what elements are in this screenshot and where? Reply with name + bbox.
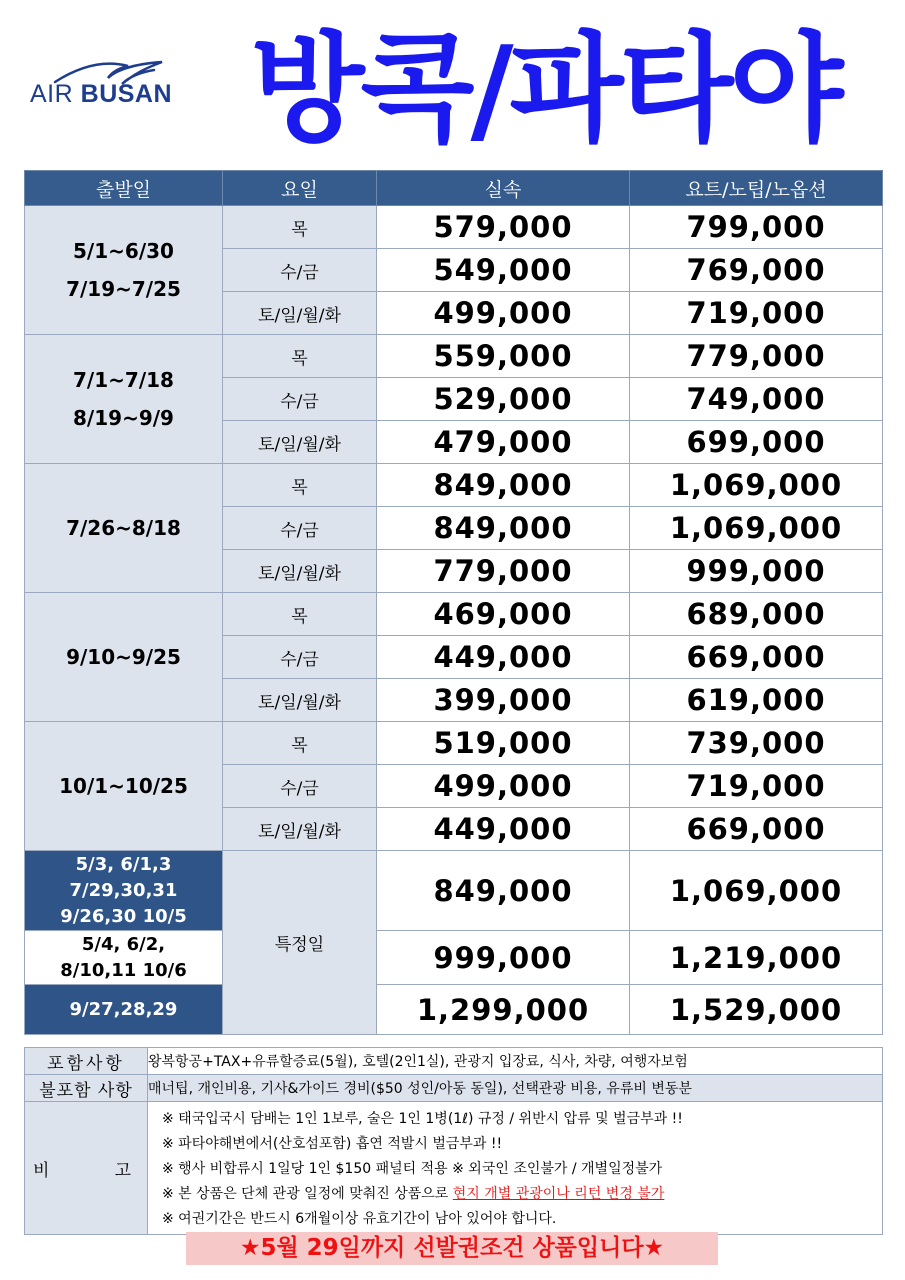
logo-brand-bold: BUSAN [80, 80, 173, 108]
weekday-cell: 토/일/월/화 [223, 808, 377, 851]
special-dates-cell [25, 931, 223, 985]
special-dates-cell [25, 985, 223, 1035]
remark-text: ※ 본 상품은 단체 관광 일정에 맞춰진 상품으로 [162, 1185, 453, 1202]
departure-date: 7/1~7/18 [73, 368, 174, 392]
special-date: 9/26,30 10/5 [60, 905, 187, 927]
excluded-row [25, 1075, 883, 1102]
airline-logo [30, 52, 173, 112]
remark-item: ※ 태국입국시 담배는 1인 1보루, 술은 1인 1병(1ℓ) 규정 / 위반시 압류 및 벌금부과 !! [162, 1110, 683, 1127]
premium-price-cell: 739,000 [630, 722, 883, 765]
basic-price-cell: 469,000 [377, 593, 630, 636]
departure-dates-cell [25, 464, 223, 593]
premium-price-cell: 719,000 [630, 765, 883, 808]
basic-price-cell: 849,000 [377, 507, 630, 550]
weekday-cell: 토/일/월/화 [223, 292, 377, 335]
premium-price-cell: 669,000 [630, 636, 883, 679]
remarks-label-left: 비 [33, 1160, 50, 1181]
premium-price-cell: 749,000 [630, 378, 883, 421]
remarks-label-right: 고 [114, 1160, 131, 1181]
premium-price-cell: 699,000 [630, 421, 883, 464]
departure-dates-cell [25, 593, 223, 722]
premium-price-cell: 799,000 [630, 206, 883, 249]
basic-price-cell: 559,000 [377, 335, 630, 378]
weekday-cell: 수/금 [223, 765, 377, 808]
basic-price-cell: 399,000 [377, 679, 630, 722]
basic-price-cell: 449,000 [377, 636, 630, 679]
departure-dates-cell [25, 206, 223, 335]
special-date: 9/27,28,29 [69, 998, 178, 1020]
page-title: 방콕/파타야 [250, 20, 840, 158]
premium-price-cell: 1,219,000 [630, 931, 883, 985]
special-row [25, 985, 883, 1035]
basic-price-cell: 999,000 [377, 931, 630, 985]
header-weekday: 요일 [223, 171, 377, 206]
table-row [25, 722, 883, 765]
basic-price-cell: 549,000 [377, 249, 630, 292]
departure-date: 7/19~7/25 [66, 277, 181, 301]
weekday-cell: 수/금 [223, 507, 377, 550]
info-table [24, 1047, 883, 1235]
departure-date: 5/1~6/30 [73, 239, 174, 263]
premium-price-cell: 669,000 [630, 808, 883, 851]
remark-item [162, 1182, 882, 1207]
special-row [25, 851, 883, 931]
departure-date: 7/26~8/18 [66, 516, 181, 540]
basic-price-cell: 1,299,000 [377, 985, 630, 1035]
footer-notice: ★5월 29일까지 선발권조건 상품입니다★ [186, 1232, 718, 1265]
basic-price-cell: 849,000 [377, 851, 630, 931]
basic-price-cell: 529,000 [377, 378, 630, 421]
basic-price-cell: 479,000 [377, 421, 630, 464]
premium-price-cell: 769,000 [630, 249, 883, 292]
premium-price-cell: 689,000 [630, 593, 883, 636]
header-basic-price: 실속 [377, 171, 630, 206]
special-date: 5/3, 6/1,3 [75, 853, 172, 875]
basic-price-cell: 519,000 [377, 722, 630, 765]
remark-warning-text: 현지 개별 관광이나 리턴 변경 불가 [452, 1185, 665, 1202]
special-row [25, 931, 883, 985]
weekday-cell: 수/금 [223, 378, 377, 421]
remarks-row [25, 1102, 883, 1235]
included-label: 포함사항 [25, 1048, 148, 1075]
premium-price-cell: 779,000 [630, 335, 883, 378]
table-row [25, 593, 883, 636]
table-row [25, 206, 883, 249]
weekday-cell: 수/금 [223, 636, 377, 679]
departure-dates-cell [25, 335, 223, 464]
price-table [24, 170, 883, 1035]
table-row [25, 464, 883, 507]
weekday-cell: 목 [223, 335, 377, 378]
included-text: 왕복항공+TAX+유류할증료(5월), 호텔(2인1실), 관광지 입장료, 식사, 차량, 여행자보험 [148, 1048, 883, 1075]
special-dates-cell [25, 851, 223, 931]
weekday-cell: 목 [223, 593, 377, 636]
basic-price-cell: 779,000 [377, 550, 630, 593]
weekday-cell: 토/일/월/화 [223, 679, 377, 722]
remarks-label-cell [25, 1102, 148, 1235]
remark-item: ※ 여권기간은 반드시 6개월이상 유효기간이 남아 있어야 합니다. [162, 1210, 557, 1227]
excluded-label: 불포함 사항 [25, 1075, 148, 1102]
header-premium-price: 요트/노팁/노옵션 [630, 171, 883, 206]
premium-price-cell: 719,000 [630, 292, 883, 335]
special-date: 7/29,30,31 [69, 879, 178, 901]
special-date: 5/4, 6/2, [81, 933, 166, 955]
premium-price-cell: 1,069,000 [630, 851, 883, 931]
weekday-cell: 토/일/월/화 [223, 550, 377, 593]
logo-text [30, 80, 172, 109]
basic-price-cell: 449,000 [377, 808, 630, 851]
included-row [25, 1048, 883, 1075]
special-date: 8/10,11 10/6 [60, 959, 187, 981]
departure-date: 8/19~9/9 [73, 406, 174, 430]
departure-dates-cell [25, 722, 223, 851]
special-label-cell: 특정일 [223, 851, 377, 1035]
premium-price-cell: 619,000 [630, 679, 883, 722]
weekday-cell: 목 [223, 206, 377, 249]
header-departure-date: 출발일 [25, 171, 223, 206]
weekday-cell: 목 [223, 722, 377, 765]
remark-item: ※ 행사 비합류시 1일당 1인 $150 패널티 적용 ※ 외국인 조인불가 / 개별일정불가 [162, 1160, 663, 1177]
basic-price-cell: 499,000 [377, 292, 630, 335]
excluded-text: 매너팁, 개인비용, 기사&가이드 경비($50 성인/아동 동일), 선택관광 비용, 유류비 변동분 [148, 1075, 883, 1102]
table-row [25, 335, 883, 378]
premium-price-cell: 1,529,000 [630, 985, 883, 1035]
weekday-cell: 수/금 [223, 249, 377, 292]
weekday-cell: 토/일/월/화 [223, 421, 377, 464]
departure-date: 9/10~9/25 [66, 645, 181, 669]
premium-price-cell: 1,069,000 [630, 464, 883, 507]
basic-price-cell: 849,000 [377, 464, 630, 507]
premium-price-cell: 1,069,000 [630, 507, 883, 550]
basic-price-cell: 579,000 [377, 206, 630, 249]
table-header-row [25, 171, 883, 206]
remarks-cell [148, 1102, 883, 1235]
departure-date: 10/1~10/25 [59, 774, 188, 798]
premium-price-cell: 999,000 [630, 550, 883, 593]
remark-item: ※ 파타야해변에서(산호섬포함) 흡연 적발시 벌금부과 !! [162, 1135, 503, 1152]
weekday-cell: 목 [223, 464, 377, 507]
logo-brand-light: AIR [30, 80, 74, 108]
basic-price-cell: 499,000 [377, 765, 630, 808]
